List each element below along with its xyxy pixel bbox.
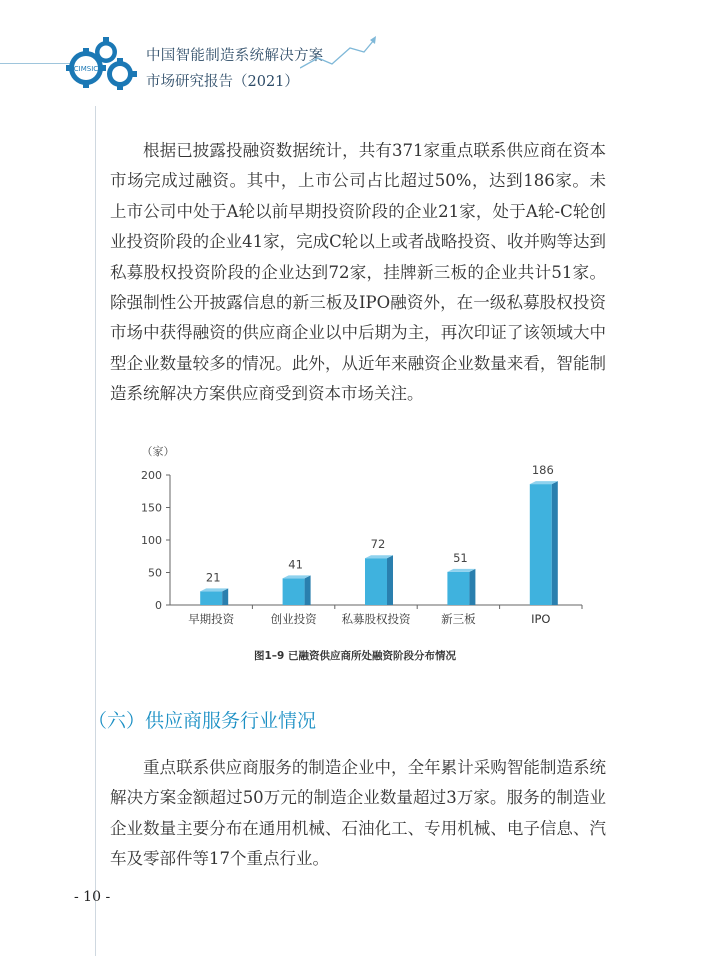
financing-stage-chart <box>120 437 600 672</box>
y-tick-label: 0 <box>155 599 162 612</box>
bar <box>447 572 469 605</box>
x-tick-label: 早期投资 <box>188 612 235 626</box>
header-title: 中国智能制造系统解决方案 <box>146 48 324 64</box>
y-tick-label: 100 <box>141 534 162 547</box>
y-tick-label: 200 <box>141 469 162 482</box>
data-label: 51 <box>453 550 468 565</box>
y-tick-label: 150 <box>141 501 162 515</box>
bar <box>283 578 305 605</box>
bar-side <box>387 555 393 605</box>
x-tick-label: 创业投资 <box>270 612 317 626</box>
bar <box>365 558 387 605</box>
bar-side <box>552 481 558 605</box>
section-title: （六）供应商服务行业情况 <box>88 710 317 732</box>
page-header <box>0 0 710 110</box>
figure-caption: 图1–9 已融资供应商所处融资阶段分布情况 <box>253 650 457 662</box>
data-label: 21 <box>205 570 221 585</box>
data-label: 41 <box>288 557 303 572</box>
data-label: 186 <box>531 463 554 478</box>
bar-side <box>469 569 475 605</box>
x-tick-label: IPO <box>531 612 551 626</box>
bar-side <box>305 575 311 605</box>
trend-arrow-icon <box>300 34 380 74</box>
y-tick-label: 50 <box>148 566 162 580</box>
x-tick-label: 私募股权投资 <box>341 612 411 626</box>
page-number: - 10 - <box>74 889 111 905</box>
bar <box>200 591 222 605</box>
margin-rule <box>95 106 96 956</box>
cimsic-logo-icon <box>62 34 142 100</box>
header-subtitle: 市场研究报告（2021） <box>146 74 299 90</box>
bar-chart <box>120 437 600 647</box>
y-unit-label: （家） <box>141 445 175 458</box>
body-paragraph-2: 重点联系供应商服务的制造企业中，全年累计采购智能制造系统解决方案金额超过50万元的制造企业数量超过3万家。服务的制造业企业数量主要分布在通用机械、石油化工、专用机械、电子信息、汽车及零部件等17个重点行业。 <box>110 758 606 869</box>
data-label: 72 <box>370 537 386 552</box>
body-paragraph-1: 根据已披露投融资数据统计，共有371家重点联系供应商在资本市场完成过融资。其中，上市公司占比超过50%，达到186家。未上市公司中处于A轮以前早期投资阶段的企业21家，处于A轮-C轮创业投资阶段的企业41家，完成C轮以上或者战略投资、收并购等达到私募股权投资阶段的企业达到72家，挂牌新三板的企业共计51家。除强制性公开披露信息的新三板及IPO融资外，在一级私募股权投资市场中获得融资的供应商企业以中后期为主，再次印证了该领域大中型企业数量较多的情况。此外，从近年来融资企业数量来看，智能制造系统解决方案供应商受到资本市场关注。 <box>110 141 606 404</box>
logo-text: CIMSIC <box>73 65 99 73</box>
x-tick-label: 新三板 <box>441 612 476 626</box>
bar <box>530 484 552 605</box>
